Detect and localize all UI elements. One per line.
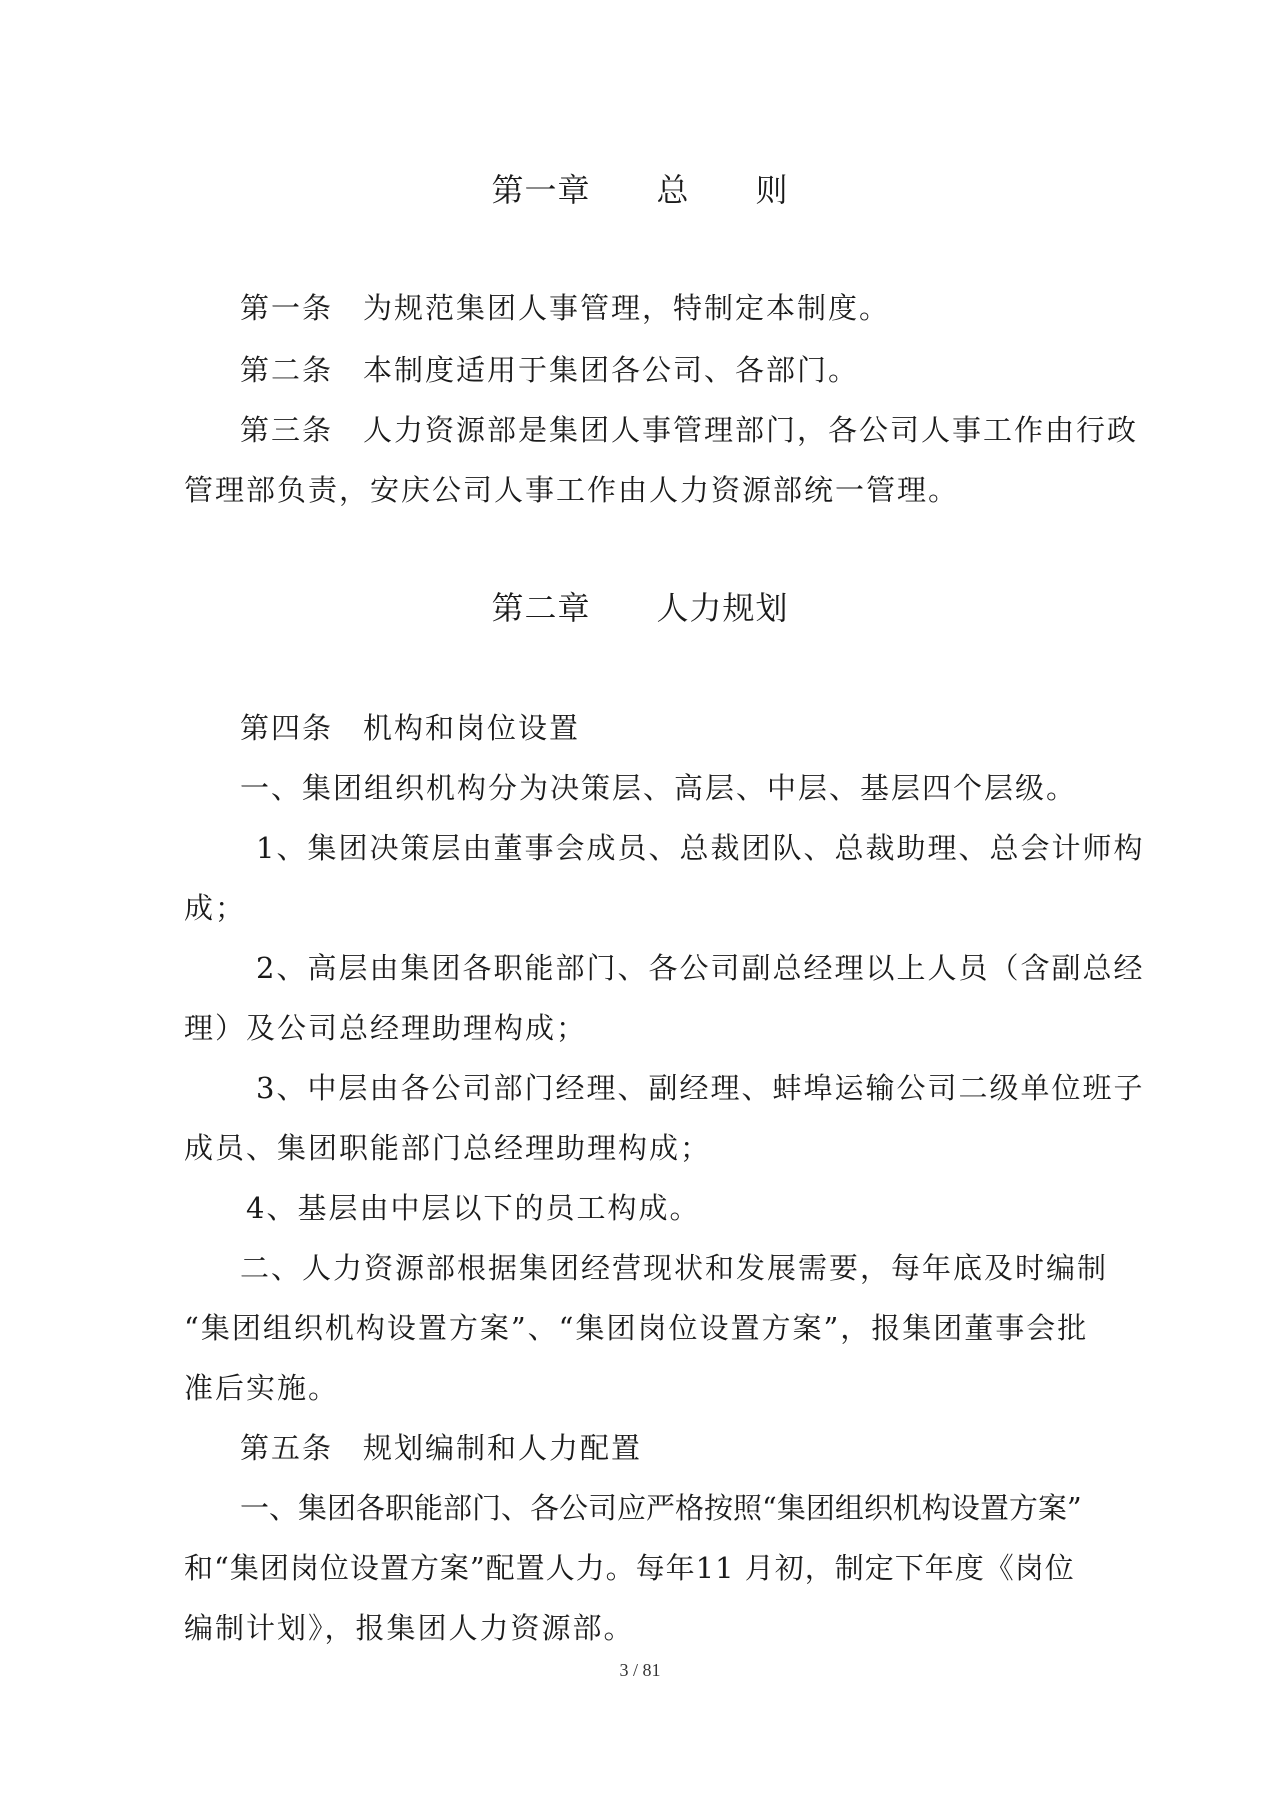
item-2-line-1: 2、高层由集团各职能部门、各公司副总经理以上人员（含副总经	[256, 951, 1145, 985]
article-5	[240, 1428, 642, 1468]
item-3-line-1: 3、中层由各公司部门经理、副经理、蚌埠运输公司二级单位班子	[256, 1071, 1145, 1105]
item-4: 4、基层由中层以下的员工构成。	[246, 1191, 701, 1225]
article-4	[240, 708, 580, 748]
chapter-1-title: 第一章 总 则	[491, 171, 789, 209]
paragraph-2-line-3: 准后实施。	[184, 1371, 340, 1405]
article-3-line-1	[240, 410, 1138, 450]
item-2-line-2: 理）及公司总经理助理构成；	[184, 1011, 588, 1045]
article-2	[240, 350, 859, 390]
article-3-line-2: 管理部负责，安庆公司人事工作由人力资源部统一管理。	[184, 473, 960, 507]
paragraph-3-line-1: 一、集团各职能部门、各公司应严格按照“集团组织机构设置方案”	[240, 1491, 1082, 1525]
item-1-line-2: 成；	[184, 891, 247, 925]
article-4-title: 机构和岗位设置	[363, 711, 581, 745]
paragraph-3-line-2: 和“集团岗位设置方案”配置人力。每年11 月初，制定下年度《岗位	[184, 1551, 1075, 1585]
paragraph-2-line-1: 二、人力资源部根据集团经营现状和发展需要，每年底及时编制	[240, 1251, 1109, 1285]
article-2-text: 本制度适用于集团各公司、各部门。	[363, 353, 860, 387]
article-3-text-1: 人力资源部是集团人事管理部门，各公司人事工作由行政	[363, 413, 1139, 447]
article-3-head: 第三条	[240, 413, 334, 447]
article-5-title: 规划编制和人力配置	[363, 1431, 643, 1465]
article-2-head: 第二条	[240, 353, 334, 387]
item-1-line-1: 1、集团决策层由董事会成员、总裁团队、总裁助理、总会计师构	[256, 831, 1145, 865]
article-1-head: 第一条	[240, 291, 334, 325]
article-5-head: 第五条	[240, 1431, 334, 1465]
item-3-line-2: 成员、集团职能部门总经理助理构成；	[184, 1131, 712, 1165]
paragraph-3-line-3: 编制计划》，报集团人力资源部。	[184, 1611, 635, 1645]
paragraph-1: 一、集团组织机构分为决策层、高层、中层、基层四个层级。	[240, 771, 1078, 805]
paragraph-2-line-2: “集团组织机构设置方案”、“集团岗位设置方案”，报集团董事会批	[184, 1311, 1089, 1345]
chapter-2-title: 第二章 人力规划	[491, 589, 789, 627]
article-1	[240, 288, 890, 328]
article-4-head: 第四条	[240, 711, 334, 745]
article-1-text: 为规范集团人事管理，特制定本制度。	[363, 291, 891, 325]
page-number: 3 / 81	[619, 1660, 661, 1680]
